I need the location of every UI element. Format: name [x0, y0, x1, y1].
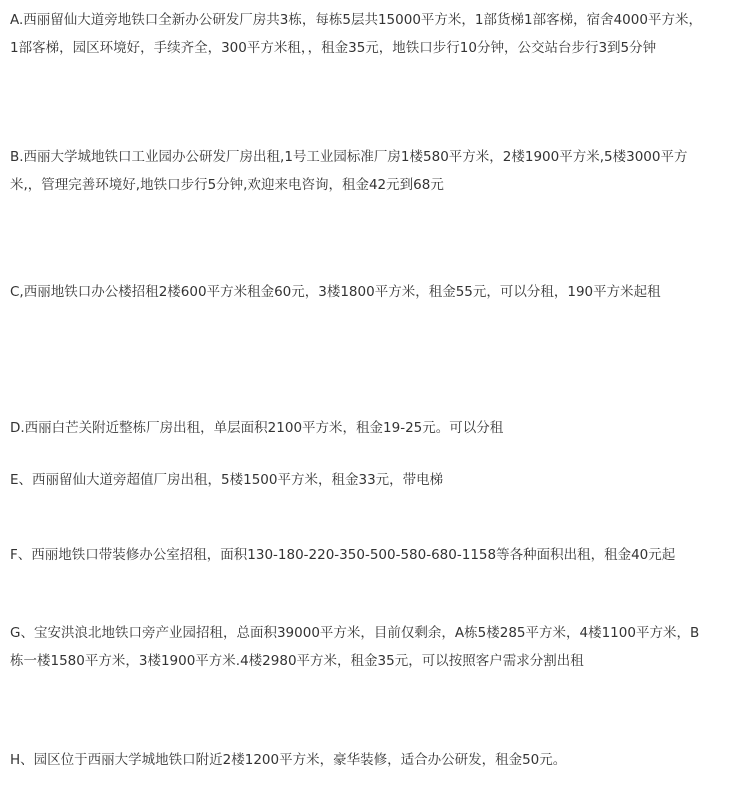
listing-g-line-2: 栋一楼1580平方米，3楼1900平方米.4楼2980平方米，租金35元，可以按照客户需求分割出租: [10, 653, 584, 669]
listing-c: [10, 278, 726, 306]
listing-b: [10, 143, 726, 199]
listing-d-line-1: D.西丽白芒关附近整栋厂房出租，单层面积2100平方米，租金19-25元。可以分租: [10, 420, 504, 436]
listing-d: [10, 414, 726, 442]
listing-f: [10, 541, 726, 569]
listing-g-line-1: G、宝安洪浪北地铁口旁产业园招租，总面积39000平方米，目前仅剩余，A栋5楼285平方米，4楼1100平方米，B: [10, 625, 700, 641]
listing-e: [10, 466, 726, 494]
listing-h-line-1: H、园区位于西丽大学城地铁口附近2楼1200平方米，豪华装修，适合办公研发，租金50元。: [10, 752, 567, 768]
listing-a-line-2: 1部客梯，园区环境好，手续齐全，300平方米租，，租金35元，地铁口步行10分钟，公交站台步行3到5分钟: [10, 40, 657, 56]
listing-g: [10, 619, 726, 675]
listing-b-line-2: 米,，管理完善环境好,地铁口步行5分钟,欢迎来电咨询，租金42元到68元: [10, 177, 444, 193]
listing-e-line-1: E、西丽留仙大道旁超值厂房出租，5楼1500平方米，租金33元，带电梯: [10, 472, 444, 488]
listing-h: [10, 746, 726, 774]
listing-b-line-1: B.西丽大学城地铁口工业园办公研发厂房出租,1号工业园标准厂房1楼580平方米，2楼1900平方米,5楼3000平方: [10, 149, 688, 165]
listing-a-line-1: A.西丽留仙大道旁地铁口全新办公研发厂房共3栋，每栋5层共15000平方米，1部货梯1部客梯，宿舍4000平方米，: [10, 12, 702, 28]
listing-a: [10, 6, 726, 62]
listing-c-line-1: C,西丽地铁口办公楼招租2楼600平方米租金60元，3楼1800平方米，租金55元，可以分租，190平方米起租: [10, 284, 661, 300]
listing-f-line-1: F、西丽地铁口带装修办公室招租，面积130-180-220-350-500-580-680-1158等各种面积出租，租金40元起: [10, 547, 676, 563]
